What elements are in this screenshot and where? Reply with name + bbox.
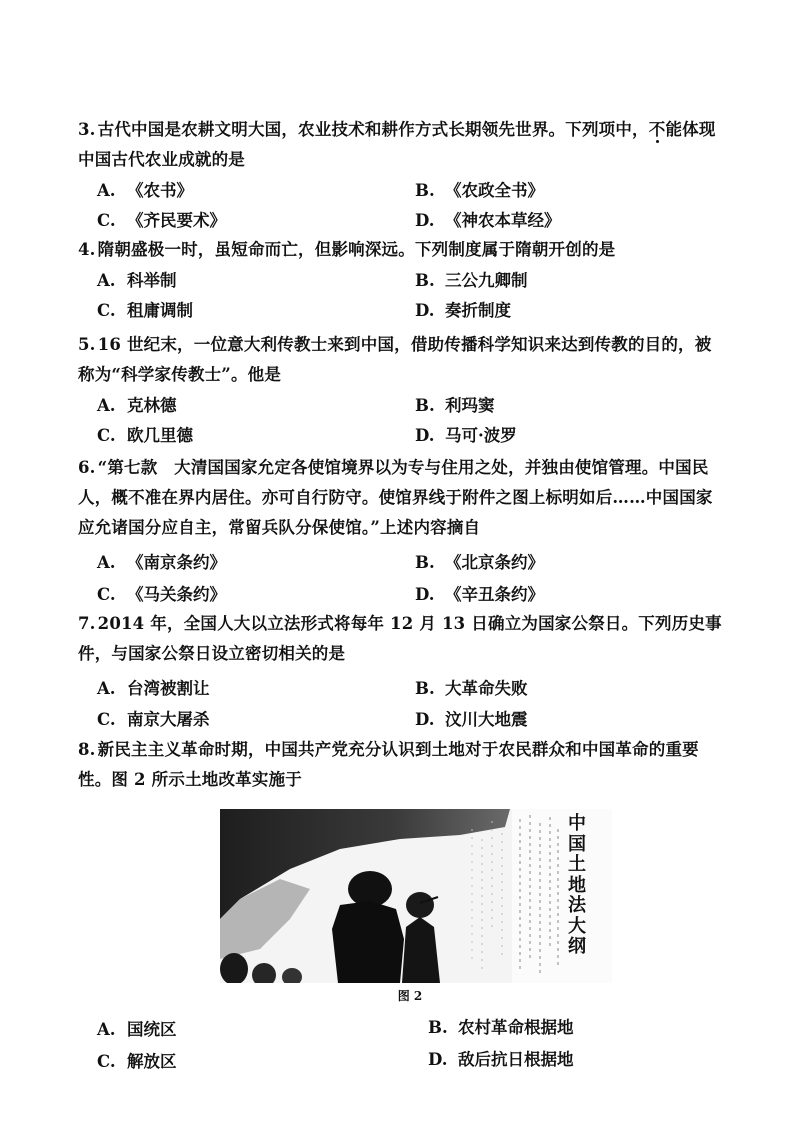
option-4d: D. 奏折制度 (415, 301, 511, 320)
question-number: 4. (78, 240, 96, 259)
question-4-stem (78, 235, 728, 265)
question-text-cont: 能体现中国古代农业成就的是 (78, 120, 716, 169)
option-4b: B. 三公九卿制 (415, 271, 528, 290)
question-number: 8. (78, 740, 96, 759)
option-6c: C. 《马关条约》 (97, 585, 226, 604)
question-6-stem (78, 453, 728, 543)
question-text: “第七款 大清国国家允定各使馆境界以为专与住用之处，并独由使馆管理。中国民人，概不准在界内居住。亦可自行防守。使馆界线于附件之图上标明如后……中国国家应允诸国分应自主，常留兵队分保使馆。”上述内容摘自 (78, 458, 713, 537)
option-8a: A. 国统区 (97, 1020, 177, 1039)
option-3b: B. 《农政全书》 (415, 181, 544, 200)
option-7a: A. 台湾被割让 (97, 679, 210, 698)
option-7c: C. 南京大屠杀 (97, 710, 210, 729)
question-text: 古代中国是农耕文明大国，农业技术和耕作方式长期领先世界。下列项中， (97, 120, 649, 139)
option-5a: A. 克林德 (97, 396, 177, 415)
option-5b: B. 利玛窦 (415, 396, 495, 415)
figure-2-photo (220, 809, 612, 983)
option-3a: A. 《农书》 (97, 181, 193, 200)
option-8c: C. 解放区 (97, 1052, 177, 1071)
option-4c: C. 租庸调制 (97, 301, 193, 320)
question-text: 新民主主义革命时期，中国共产党充分认识到土地对于农民群众和中国革命的重要性。图 2 所示土地改革实施于 (78, 740, 699, 789)
option-6a: A. 《南京条约》 (97, 553, 226, 572)
question-7-stem (78, 609, 728, 669)
question-text: 隋朝盛极一时，虽短命而亡，但影响深远。下列制度属于隋朝开创的是 (97, 240, 616, 259)
photo-illustration (220, 809, 612, 983)
question-number: 6. (78, 458, 96, 477)
question-3-stem (78, 115, 728, 175)
option-3c: C. 《齐民要术》 (97, 211, 226, 230)
question-number: 7. (78, 614, 96, 633)
question-8-stem (78, 735, 728, 795)
option-7d: D. 汶川大地震 (415, 710, 528, 729)
question-number: 3. (78, 120, 96, 139)
option-4a: A. 科举制 (97, 271, 177, 290)
option-6b: B. 《北京条约》 (415, 553, 544, 572)
option-6d: D. 《辛丑条约》 (415, 585, 544, 604)
figure-caption: 图 2 (397, 989, 423, 1003)
question-5-stem (78, 330, 728, 390)
figure-vertical-title: 中国土地法大纲 (568, 813, 586, 957)
option-3d: D. 《神农本草经》 (415, 211, 561, 230)
question-text: 2014 年，全国人大以立法形式将每年 12 月 13 日确立为国家公祭日。下列历史事件，与国家公祭日设立密切相关的是 (78, 614, 722, 663)
option-5c: C. 欧几里德 (97, 426, 193, 445)
question-text: 16 世纪末，一位意大利传教士来到中国，借助传播科学知识来达到传教的目的，被称为“科学家传教士”。他是 (78, 335, 712, 384)
option-8d: D. 敌后抗日根据地 (428, 1050, 574, 1069)
emphasized-char: 不 (648, 120, 666, 139)
option-8b: B. 农村革命根据地 (428, 1018, 574, 1037)
question-number: 5. (78, 335, 96, 354)
option-7b: B. 大革命失败 (415, 679, 528, 698)
option-5d: D. 马可·波罗 (415, 426, 517, 445)
